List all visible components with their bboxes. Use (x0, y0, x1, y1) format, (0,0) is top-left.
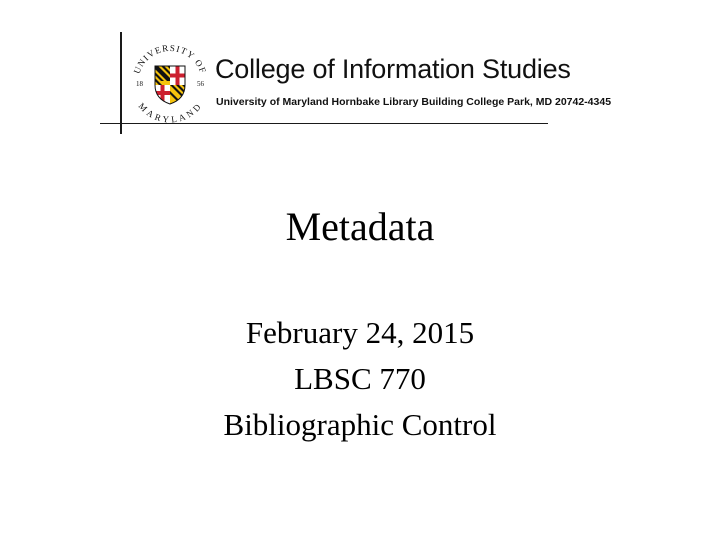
subtitle-date: February 24, 2015 (245, 315, 475, 350)
header-vertical-rule (120, 32, 122, 134)
seal-bottom-text: MARYLAND (136, 100, 204, 125)
slide-title: Metadata (285, 204, 435, 249)
subtitle-course-code: LBSC 770 (294, 361, 426, 396)
college-name: College of Information Studies (215, 54, 571, 84)
seal-year-left: 18 (136, 80, 143, 88)
college-address: University of Maryland Hornbake Library Building College Park, MD 20742-4345 (216, 96, 612, 108)
university-seal-logo (128, 41, 212, 125)
seal-top-text: UNIVERSITY OF (131, 42, 209, 76)
subtitle-course-name: Bibliographic Control (223, 407, 497, 442)
seal-year-right: 56 (197, 80, 204, 88)
slide-subtitle (0, 310, 720, 448)
